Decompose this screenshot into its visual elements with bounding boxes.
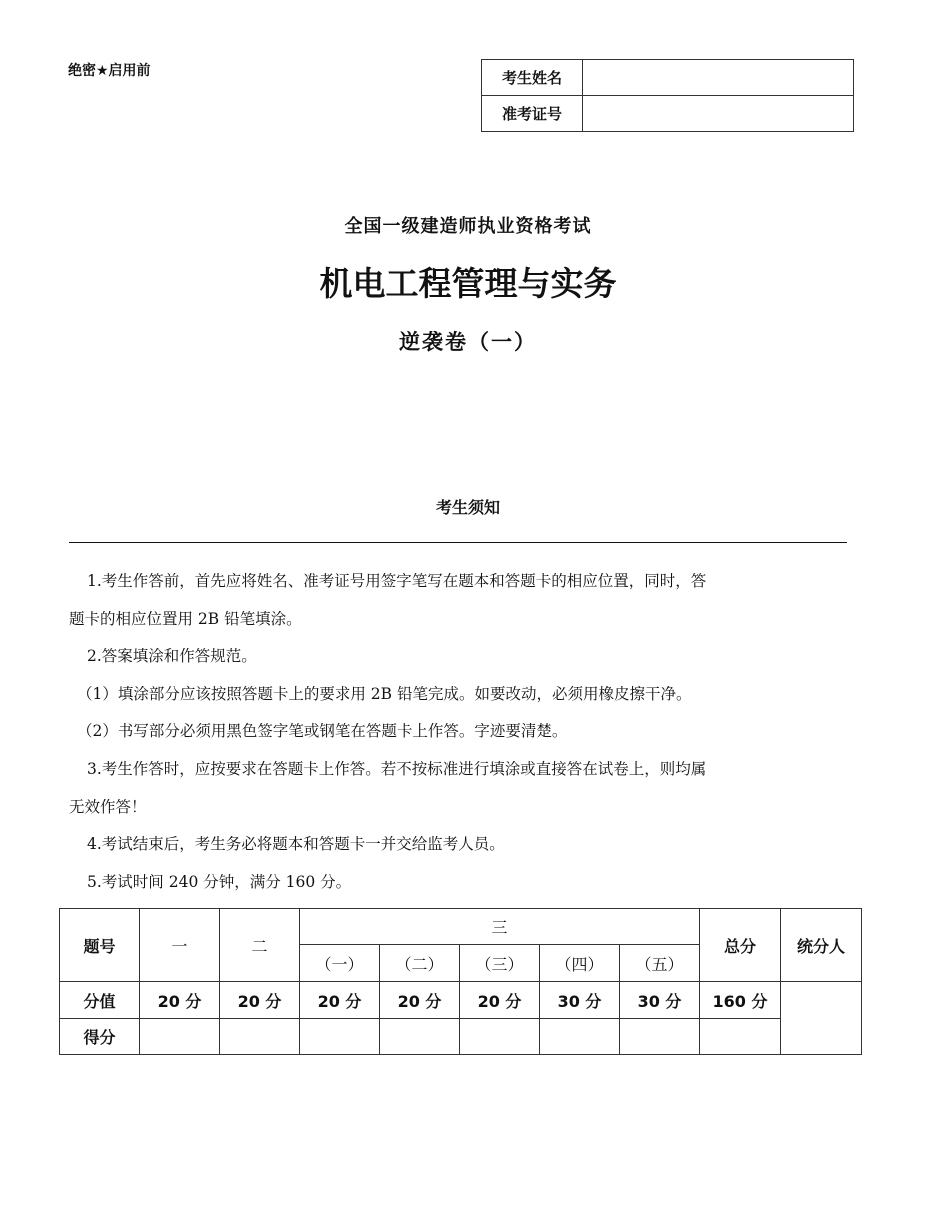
instruction-line: （1）填涂部分应该按照答题卡上的要求用 2B 铅笔完成。如要改动，必须用橡皮擦干净。 <box>77 684 692 703</box>
subsection-header: （四） <box>540 945 620 982</box>
points-cell: 20 分 <box>300 982 380 1019</box>
candidate-id-box <box>481 59 854 132</box>
instruction-line: （2）书写部分必须用黑色签字笔或钢笔在答题卡上作答。字迹要清楚。 <box>77 722 568 741</box>
subsection-header: （五） <box>620 945 700 982</box>
instruction-line: 2.答案填涂和作答规范。 <box>87 647 257 666</box>
points-cell: 20 分 <box>380 982 460 1019</box>
instruction-line: 无效作答！ <box>69 797 147 816</box>
exam-title: 机电工程管理与实务 <box>319 264 617 303</box>
subsection-header: （二） <box>380 945 460 982</box>
instruction-line: 1.考生作答前，首先应将姓名、准考证号用签字笔写在题本和答题卡的相应位置，同时，答 <box>87 572 707 590</box>
score-cell[interactable] <box>380 1019 460 1055</box>
paper-name: 逆袭卷（一） <box>399 329 537 354</box>
exam-subtitle: 全国一级建造师执业资格考试 <box>344 216 592 237</box>
score-cell[interactable] <box>460 1019 540 1055</box>
points-label: 分值 <box>60 982 140 1019</box>
instructions <box>69 563 859 901</box>
divider <box>69 542 847 543</box>
subsection-header: （一） <box>300 945 380 982</box>
score-cell[interactable] <box>300 1019 380 1055</box>
section-2-header: 二 <box>220 909 300 982</box>
score-cell[interactable] <box>220 1019 300 1055</box>
points-cell: 20 分 <box>220 982 300 1019</box>
points-cell: 30 分 <box>540 982 620 1019</box>
scorer-header: 统分人 <box>781 909 862 982</box>
admission-number-field[interactable] <box>583 96 854 132</box>
question-number-header: 题号 <box>60 909 140 982</box>
instruction-line: 4.考试结束后，考生务必将题本和答题卡一并交给监考人员。 <box>87 835 505 854</box>
confidential-label: 绝密★启用前 <box>68 63 151 79</box>
instruction-line: 3.考生作答时，应按要求在答题卡上作答。若不按标准进行填涂或直接答在试卷上，则均属 <box>87 759 707 778</box>
points-cell: 20 分 <box>460 982 540 1019</box>
subsection-header: （三） <box>460 945 540 982</box>
points-cell: 20 分 <box>140 982 220 1019</box>
score-label: 得分 <box>60 1019 140 1055</box>
points-total-cell: 160 分 <box>700 982 781 1019</box>
points-cell: 30 分 <box>620 982 700 1019</box>
score-cell[interactable] <box>540 1019 620 1055</box>
candidate-name-label: 考生姓名 <box>482 60 583 96</box>
score-table <box>59 908 862 1055</box>
admission-number-label: 准考证号 <box>482 96 583 132</box>
total-header: 总分 <box>700 909 781 982</box>
instruction-line: 5.考试时间 240 分钟，满分 160 分。 <box>87 872 352 891</box>
notice-heading: 考生须知 <box>435 498 500 517</box>
section-1-header: 一 <box>140 909 220 982</box>
candidate-name-field[interactable] <box>583 60 854 96</box>
score-total-cell[interactable] <box>700 1019 781 1055</box>
instruction-line: 题卡的相应位置用 2B 铅笔填涂。 <box>69 609 302 628</box>
score-cell[interactable] <box>620 1019 700 1055</box>
scorer-signature-cell[interactable] <box>781 982 862 1055</box>
section-3-header: 三 <box>300 909 700 945</box>
score-cell[interactable] <box>140 1019 220 1055</box>
